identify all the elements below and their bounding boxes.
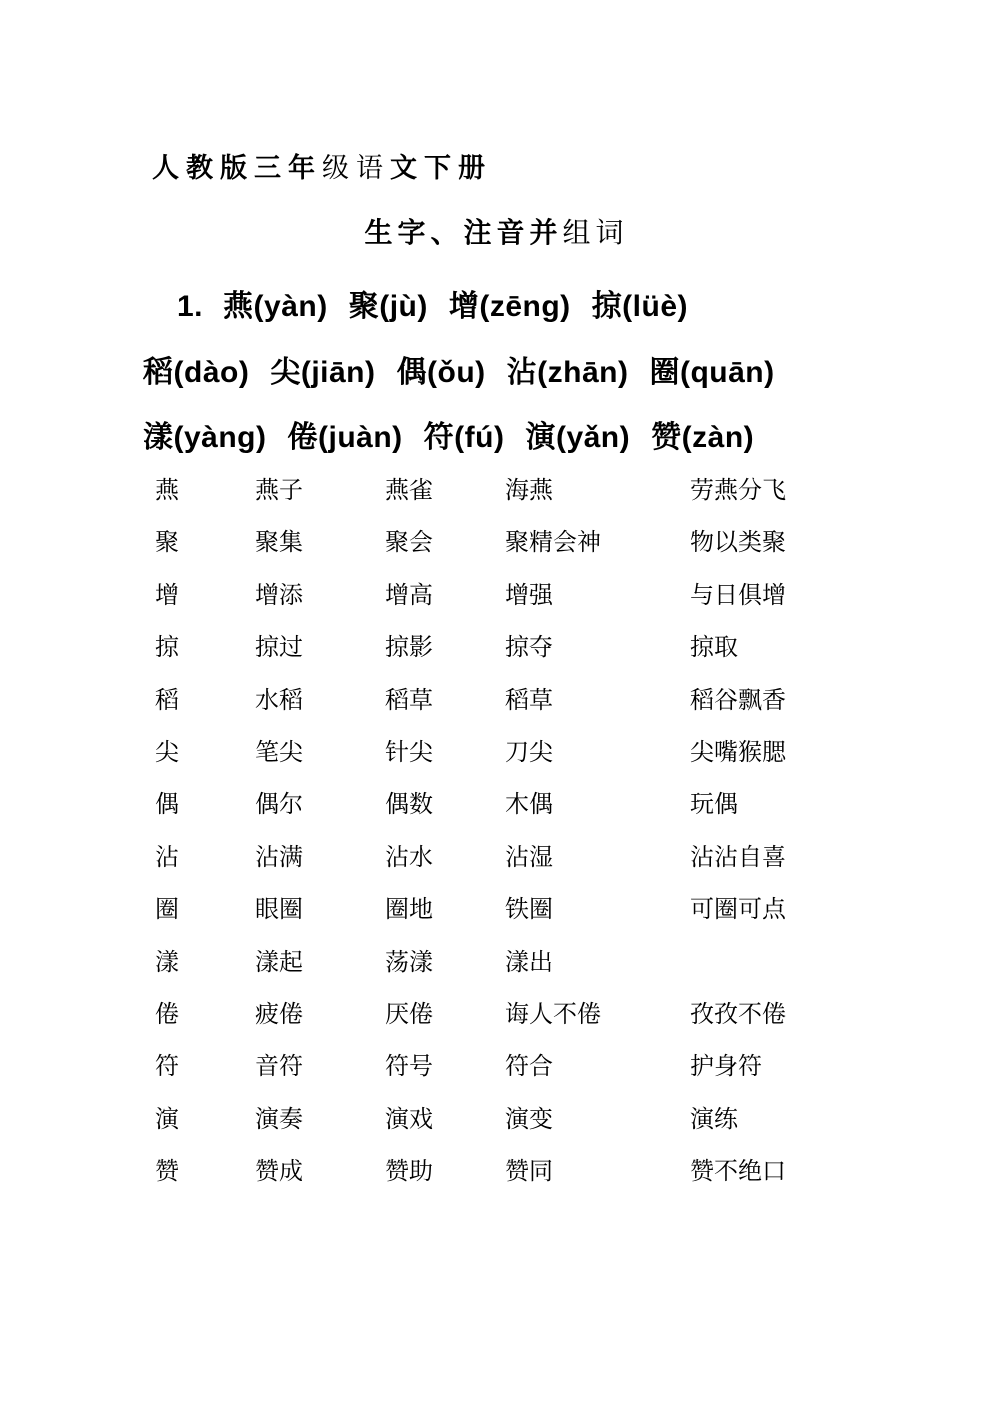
word-cell: [690, 937, 913, 989]
word-cell: 水稻: [255, 687, 303, 714]
word-cell: 赞助: [385, 1159, 433, 1186]
word-cell: 掠夺: [505, 635, 553, 662]
word-cell: 增高: [385, 582, 433, 609]
word-cell: 荡漾: [385, 949, 433, 976]
word-cell: 尖嘴猴腮: [690, 739, 786, 766]
word-cell: 木偶: [505, 792, 553, 819]
headword-cell: 圈: [155, 897, 179, 924]
word-cell: 沾满: [255, 844, 303, 871]
word-cell: 偶数: [385, 792, 433, 819]
word-cell: 聚会: [385, 530, 433, 557]
word-cell: 稻草: [385, 687, 433, 714]
word-cell: 刀尖: [505, 739, 553, 766]
word-cell: 掠影: [385, 635, 433, 662]
word-cell: 音符: [255, 1054, 303, 1081]
pinyin-item: 稻(dào): [143, 356, 250, 389]
word-cell: 孜孜不倦: [690, 1001, 786, 1028]
word-cell: 赞成: [255, 1159, 303, 1186]
headword-cell: 增: [155, 582, 179, 609]
word-cell: 燕子: [255, 478, 303, 504]
word-cell: 漾起: [255, 949, 303, 976]
word-cell: 疲倦: [255, 1001, 303, 1028]
headword-cell: 演: [155, 1106, 179, 1133]
pinyin-item: 尖(jiān): [270, 356, 376, 389]
headword-cell: 沾: [155, 844, 179, 871]
word-cell: 笔尖: [255, 739, 303, 766]
pinyin-item: 演(yǎn): [525, 421, 631, 454]
word-cell: 燕雀: [385, 478, 433, 504]
word-cell: 偶尔: [255, 792, 303, 819]
section-heading: [0, 211, 993, 251]
subtitle-segment-bold: 生字、注音并: [364, 217, 563, 248]
pinyin-line-3: [143, 412, 754, 456]
title-segment-regular: 级语: [322, 153, 390, 183]
headword-cell: 赞: [155, 1159, 179, 1186]
word-cell: 演练: [690, 1106, 738, 1133]
word-cell: 稻草: [505, 687, 553, 714]
word-cell: 劳燕分飞: [690, 478, 786, 504]
word-cell: 海燕: [505, 478, 553, 504]
word-cell: 玩偶: [690, 792, 738, 819]
pinyin-item: 倦(juàn): [287, 421, 403, 454]
pinyin-item: 燕(yàn): [223, 290, 328, 323]
word-cell: 掠过: [255, 635, 303, 662]
word-table: [155, 465, 913, 1198]
word-cell: 增强: [505, 582, 553, 609]
word-cell: 演奏: [255, 1106, 303, 1133]
headword-cell: 倦: [155, 1001, 179, 1028]
pinyin-item: 沾(zhān): [506, 356, 629, 389]
pinyin-item: 圈(quān): [649, 356, 775, 389]
word-cell: 符合: [505, 1054, 553, 1081]
word-cell: 针尖: [385, 739, 433, 766]
headword-cell: 偶: [155, 792, 179, 819]
word-cell: 赞不绝口: [690, 1159, 786, 1186]
headword-cell: 燕: [155, 478, 179, 504]
subtitle-segment-regular: 组词: [562, 218, 629, 249]
word-cell: 掠取: [690, 635, 738, 662]
word-cell: 诲人不倦: [505, 1001, 601, 1028]
word-cell: 眼圈: [255, 897, 303, 924]
word-cell: 铁圈: [505, 897, 553, 924]
pinyin-item: 赞(zàn): [651, 421, 755, 454]
word-cell: 聚精会神: [505, 530, 601, 557]
pinyin-item: 掠(lüè): [591, 290, 689, 323]
headword-cell: 漾: [155, 949, 179, 976]
word-cell: 增添: [255, 582, 303, 609]
word-cell: 厌倦: [385, 1001, 433, 1028]
headword-cell: 掠: [155, 635, 179, 662]
list-number: 1.: [177, 290, 204, 323]
word-cell: 演戏: [385, 1106, 433, 1133]
word-cell: 与日俱增: [690, 582, 786, 609]
pinyin-item: 偶(ǒu): [396, 356, 486, 389]
word-cell: 物以类聚: [690, 530, 786, 557]
headword-cell: 聚: [155, 530, 179, 557]
word-cell: 护身符: [690, 1054, 762, 1081]
pinyin-item: 增(zēng): [448, 290, 571, 323]
word-cell: 赞同: [505, 1159, 553, 1186]
pinyin-item: 聚(jù): [348, 290, 428, 323]
title-segment-bold-2: 文下册: [390, 153, 492, 183]
title-segment-bold-1: 人教版三年: [152, 153, 322, 183]
word-cell: 圈地: [385, 897, 433, 924]
word-cell: 可圈可点: [690, 897, 786, 924]
pinyin-line-2: [143, 347, 775, 391]
word-cell: 漾出: [505, 949, 553, 976]
word-cell: 沾湿: [505, 844, 553, 871]
pinyin-line-1: [177, 281, 688, 325]
word-cell: 稻谷飘香: [690, 687, 786, 714]
pinyin-item: 漾(yàng): [143, 421, 267, 454]
word-cell: 演变: [505, 1106, 553, 1133]
word-cell: 沾沾自喜: [690, 844, 786, 871]
word-cell: 聚集: [255, 530, 303, 557]
word-cell: 沾水: [385, 844, 433, 871]
document-title: [152, 146, 492, 185]
word-cell: 符号: [385, 1054, 433, 1081]
headword-cell: 尖: [155, 739, 179, 766]
headword-cell: 稻: [155, 687, 179, 714]
headword-cell: 符: [155, 1054, 179, 1081]
pinyin-item: 符(fú): [423, 421, 505, 454]
